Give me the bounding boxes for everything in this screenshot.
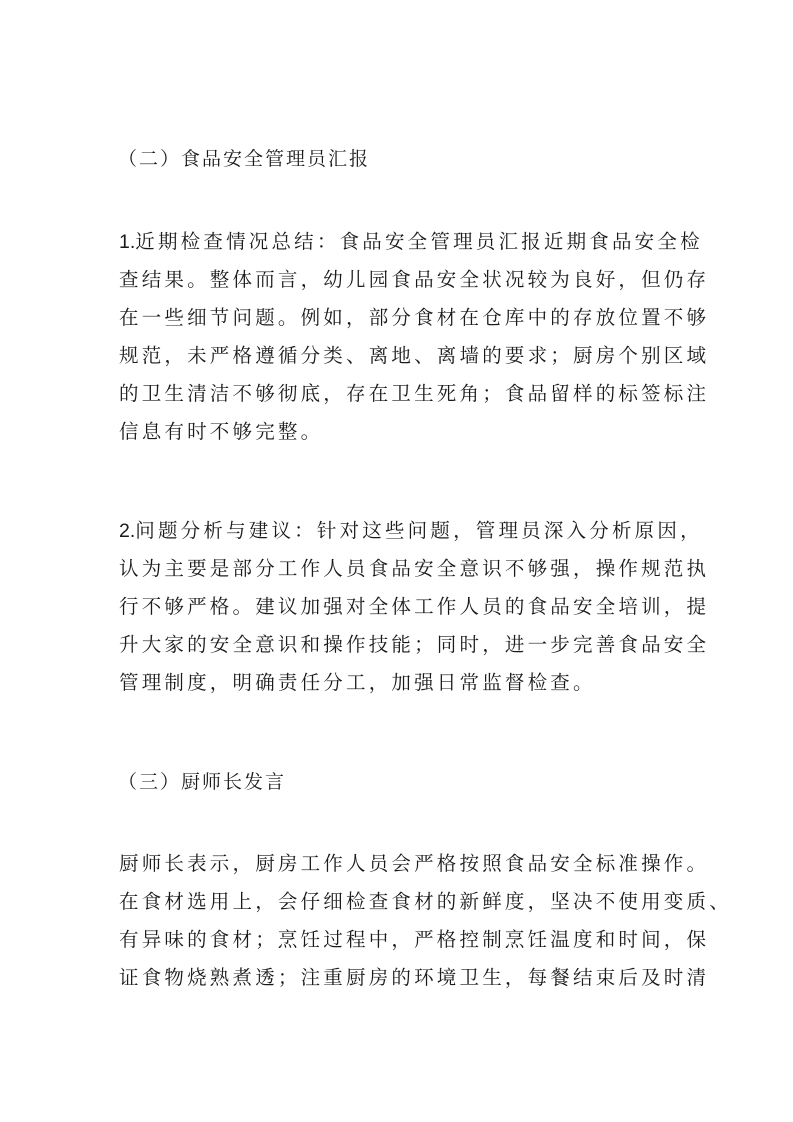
paragraph-line: 升大家的安全意识和操作技能；同时，进一步完善食品安全: [119, 633, 710, 656]
paragraph-problem-analysis: [119, 512, 710, 702]
paragraph-line: 在一些细节问题。例如，部分食材在仓库中的存放位置不够: [119, 306, 710, 329]
paragraph-line: 信息有时不够完整。: [119, 420, 324, 443]
item-number: 1.: [119, 231, 136, 253]
item-number: 2.: [119, 520, 136, 542]
paragraph-line: 规范，未严格遵循分类、离地、离墙的要求；厨房个别区域: [119, 344, 710, 367]
paragraph-line: 管理制度，明确责任分工，加强日常监督检查。: [119, 671, 596, 694]
line-text: 问题分析与建议：针对这些问题，管理员深入分析原因，: [135, 519, 703, 542]
section-heading-head-chef-speech: （三）厨师长发言: [118, 771, 287, 793]
paragraph-line: 证食物烧熟煮透；注重厨房的环境卫生，每餐结束后及时清: [119, 966, 710, 989]
paragraph-line: [119, 512, 703, 550]
line-text: 近期检查情况总结：食品安全管理员汇报近期食品安全检: [135, 230, 703, 253]
paragraph-line: [119, 223, 703, 261]
paragraph-line: 的卫生清洁不够彻底，存在卫生死角；食品留样的标签标注: [119, 382, 710, 405]
paragraph-line: 认为主要是部分工作人员食品安全意识不够强，操作规范执: [119, 557, 710, 580]
paragraph-line: 行不够严格。建议加强对全体工作人员的食品安全培训，提: [119, 595, 710, 618]
paragraph-recent-inspection-summary: [119, 223, 710, 451]
paragraph-line: 查结果。整体而言，幼儿园食品安全状况较为良好，但仍存: [119, 268, 710, 291]
paragraph-line: 有异味的食材；烹饪过程中，严格控制烹饪温度和时间，保: [119, 928, 710, 951]
paragraph-line: 在食材选用上，会仔细检查食材的新鲜度，坚决不使用变质、: [119, 890, 732, 913]
section-heading-food-safety-manager-report: （二）食品安全管理员汇报: [118, 148, 371, 170]
paragraph-line: 厨师长表示，厨房工作人员会严格按照食品安全标准操作。: [119, 852, 710, 875]
paragraph-head-chef-statement: [119, 845, 732, 997]
